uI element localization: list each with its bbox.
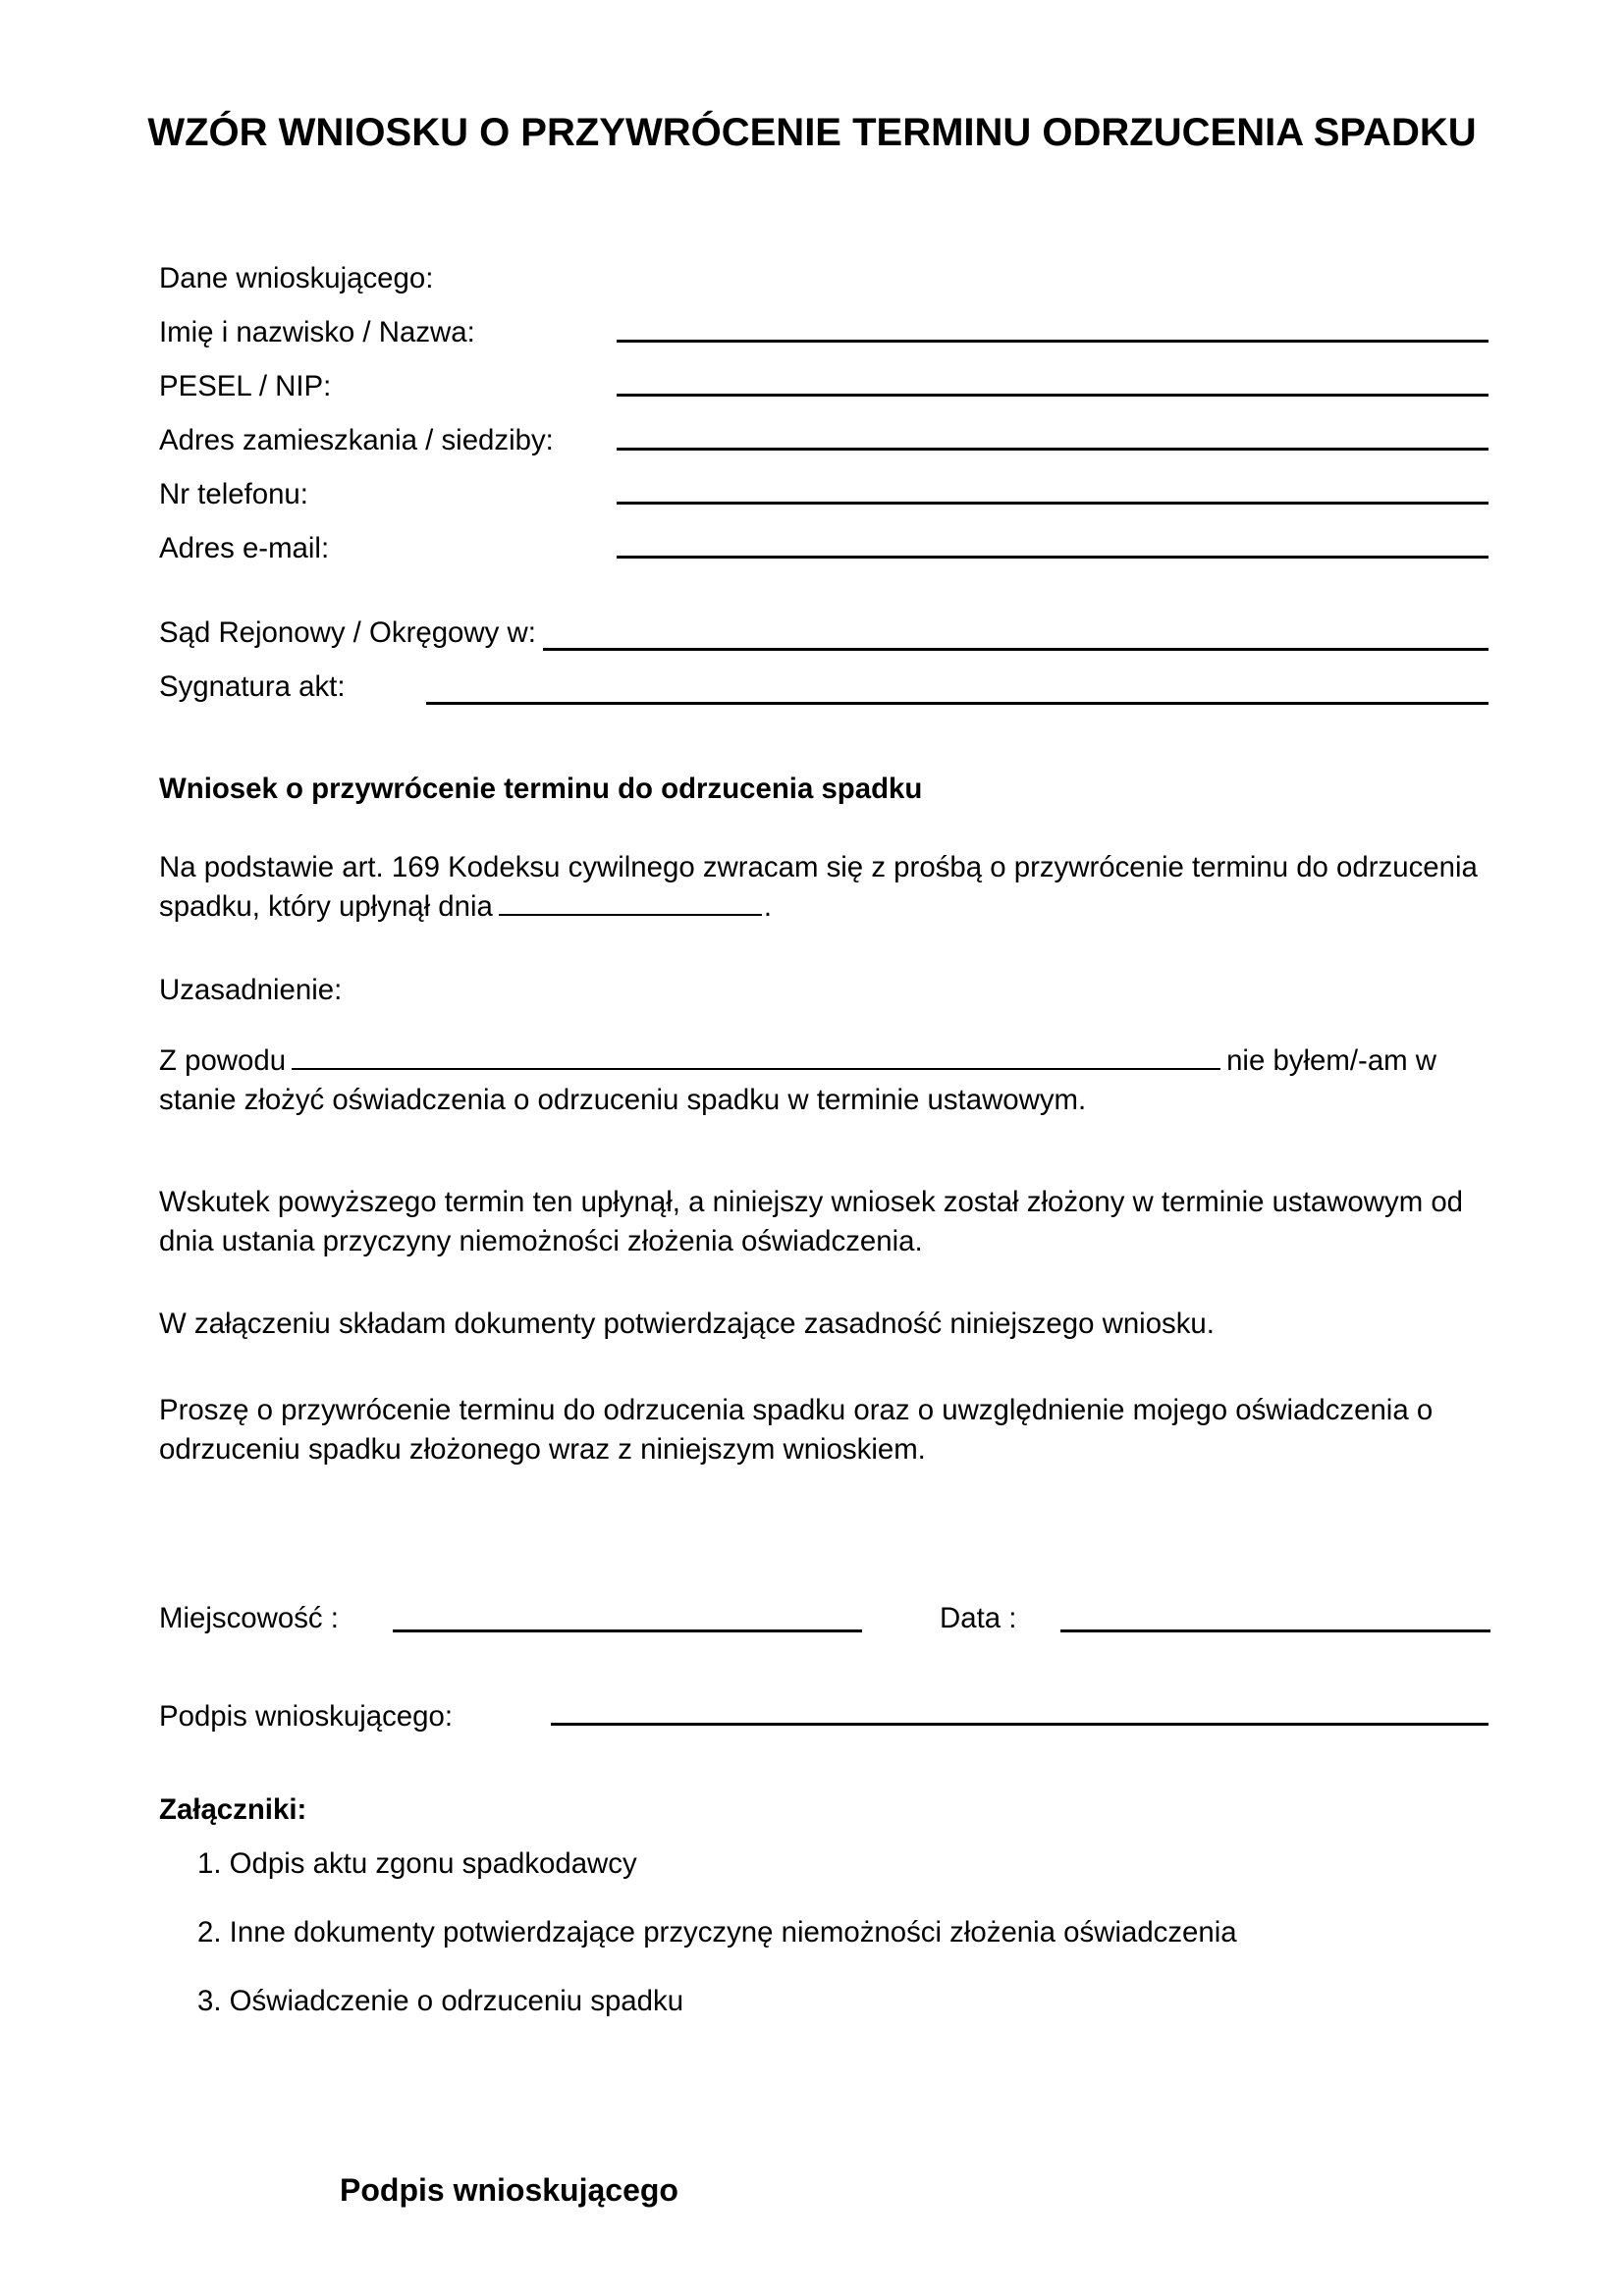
attachments-heading: Załączniki: bbox=[159, 1793, 307, 1826]
signature-line[interactable] bbox=[551, 1723, 1489, 1726]
reason-suffix: nie byłem/-am w stanie złożyć oświadczenia o odrzuceniu spadku w terminie ustawowym. bbox=[159, 1044, 1437, 1116]
email-label: Adres e-mail: bbox=[159, 532, 330, 564]
attachment-item: 1. Odpis aktu zgonu spadkodawcy bbox=[197, 1847, 637, 1880]
date-line[interactable] bbox=[1060, 1629, 1490, 1632]
case-number-label: Sygnatura akt: bbox=[159, 670, 346, 703]
attachment-item: 3. Oświadczenie o odrzuceniu spadku bbox=[197, 1985, 684, 2017]
paragraph-legal-basis bbox=[159, 848, 1494, 927]
document-title: WZÓR WNIOSKU O PRZYWRÓCENIE TERMINU ODRZUCENIA SPADKU bbox=[147, 111, 1477, 154]
legal-basis-text: Na podstawie art. 169 Kodeksu cywilnego zwracam się z prośbą o przywrócenie terminu do odrzucenia spadku, który upłynął dnia bbox=[159, 851, 1478, 923]
paragraph-closing: Proszę o przywrócenie terminu do odrzucenia spadku oraz o uwzględnienie mojego oświadczenia o odrzuceniu spadku złożonego wraz z niniejszym wnioskiem. bbox=[159, 1394, 1434, 1466]
phone-label: Nr telefonu: bbox=[159, 478, 308, 510]
place-label: Miejscowość : bbox=[159, 1602, 339, 1634]
reason-prefix: Z powodu bbox=[159, 1044, 287, 1077]
address-label: Adres zamieszkania / siedziby: bbox=[159, 424, 554, 456]
reason-blank-line[interactable] bbox=[292, 1067, 1220, 1070]
pesel-line[interactable] bbox=[617, 394, 1489, 397]
applicant-name-label: Imię i nazwisko / Nazwa: bbox=[159, 316, 475, 348]
applicant-heading: Dane wnioskującego: bbox=[159, 262, 434, 294]
date-label: Data : bbox=[940, 1602, 1017, 1634]
case-number-line[interactable] bbox=[426, 702, 1489, 705]
applicant-name-line[interactable] bbox=[617, 340, 1489, 343]
court-line[interactable] bbox=[543, 648, 1489, 651]
address-line[interactable] bbox=[617, 448, 1489, 451]
attachment-item: 2. Inne dokumenty potwierdzające przyczynę niemożności złożenia oświadczenia bbox=[197, 1916, 1237, 1949]
paragraph-attachments-note: W załączeniu składam dokumenty potwierdzające zasadność niniejszego wniosku. bbox=[159, 1308, 1215, 1340]
request-heading: Wniosek o przywrócenie terminu do odrzucenia spadku bbox=[159, 773, 923, 805]
legal-basis-period: . bbox=[763, 890, 773, 923]
signature-caption: Podpis wnioskującego bbox=[340, 2172, 678, 2208]
court-label: Sąd Rejonowy / Okręgowy w: bbox=[159, 616, 536, 649]
pesel-label: PESEL / NIP: bbox=[159, 370, 332, 402]
paragraph-consequence: Wskutek powyższego termin ten upłynął, a niniejszy wniosek został złożony w terminie ustawowym od dnia ustania przyczyny niemożności złożenia oświadczenia. bbox=[159, 1186, 1464, 1257]
phone-line[interactable] bbox=[617, 502, 1489, 505]
signature-label: Podpis wnioskującego: bbox=[159, 1700, 453, 1733]
place-line[interactable] bbox=[393, 1629, 862, 1632]
justification-heading: Uzasadnienie: bbox=[159, 974, 343, 1006]
paragraph-reason bbox=[159, 1041, 1494, 1120]
email-line[interactable] bbox=[617, 556, 1489, 559]
deadline-date-blank-line[interactable] bbox=[499, 913, 762, 916]
